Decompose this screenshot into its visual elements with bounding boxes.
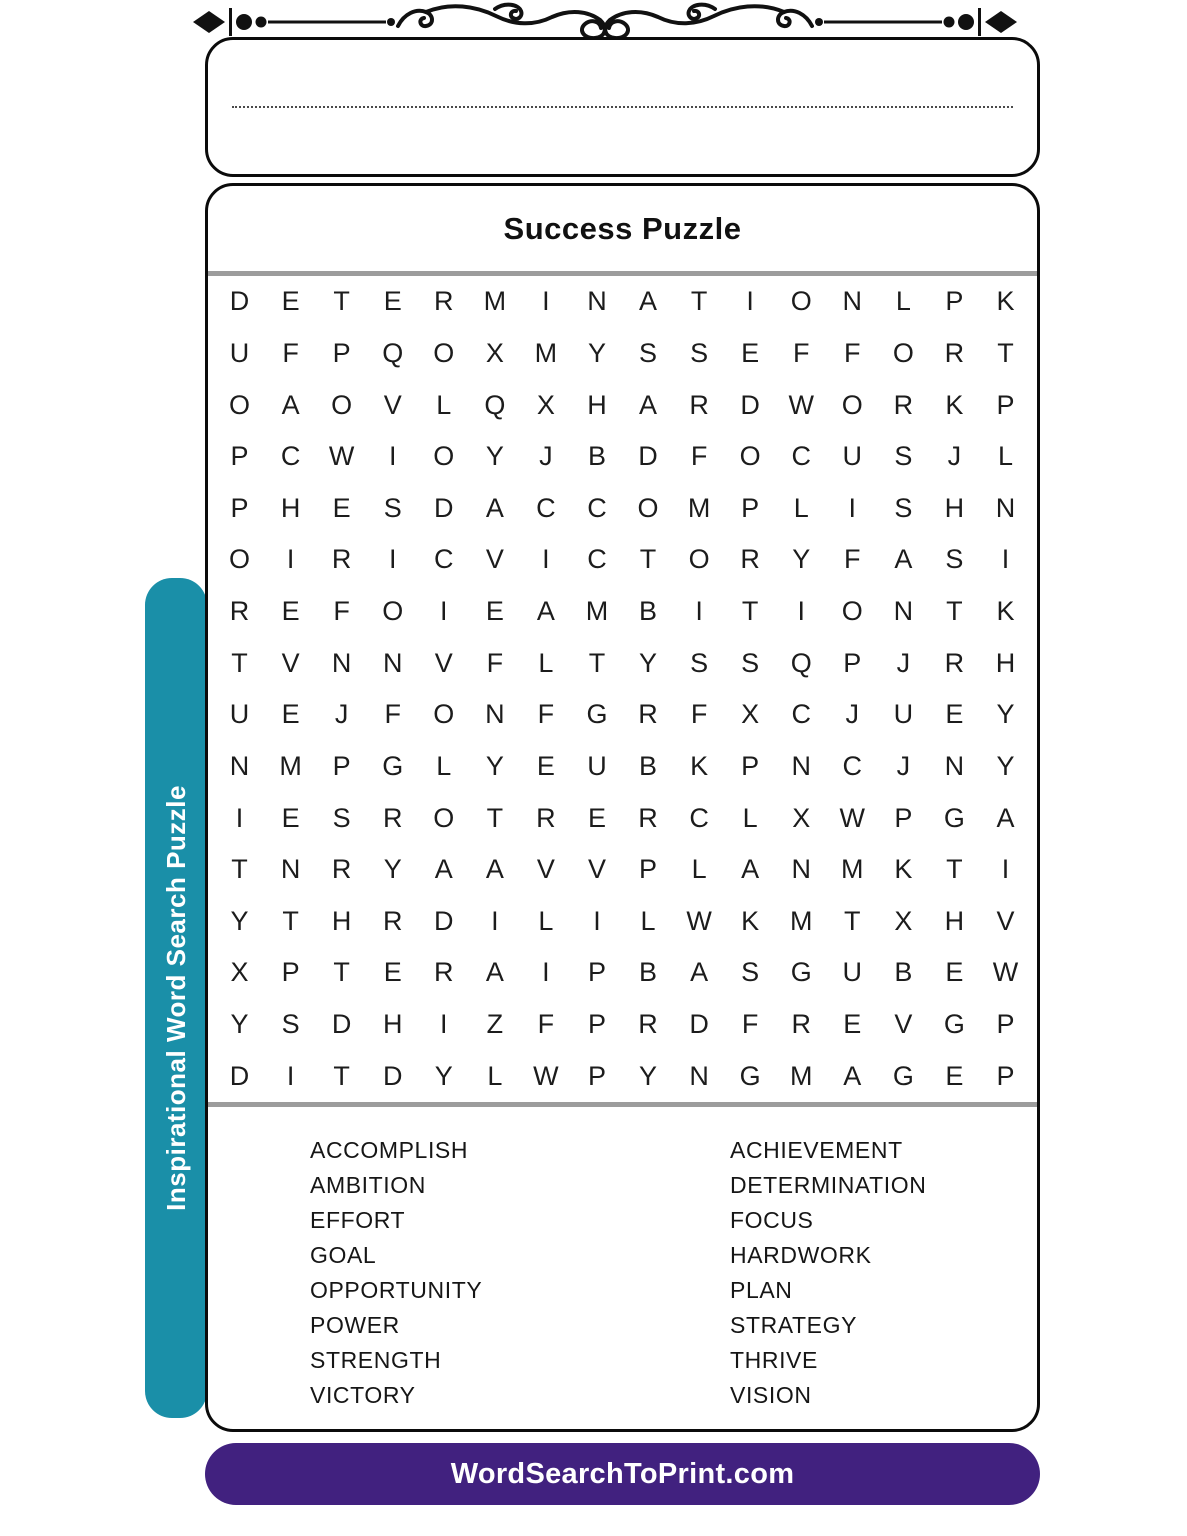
grid-letter: L — [487, 1060, 503, 1091]
grid-letter: J — [845, 699, 860, 730]
grid-letter: G — [943, 802, 965, 833]
grid-letter: A — [894, 544, 913, 575]
grid-letter: R — [740, 544, 760, 575]
grid-letter: P — [639, 854, 658, 885]
grid-letter: B — [639, 596, 658, 627]
grid-letter: O — [331, 389, 353, 420]
grid-letter: D — [434, 492, 454, 523]
grid-letter: F — [690, 699, 708, 730]
grid-letter: E — [843, 1009, 862, 1040]
grid-letter: T — [639, 544, 657, 575]
word-item: AMBITION — [310, 1172, 426, 1198]
grid-letter: V — [996, 905, 1015, 936]
grid-letter: A — [639, 389, 658, 420]
grid-letter: R — [893, 389, 914, 420]
grid-letter: V — [281, 647, 300, 678]
grid-letter: H — [944, 905, 965, 936]
grid-letter: B — [894, 957, 913, 988]
grid-letter: P — [945, 286, 964, 317]
grid-letter: T — [741, 596, 759, 627]
grid-letter: K — [741, 905, 760, 936]
grid-letter: J — [539, 441, 553, 472]
grid-letter: C — [587, 492, 607, 523]
grid-letter: J — [896, 750, 911, 781]
grid-letter: V — [536, 854, 555, 885]
grid-letter: H — [587, 389, 607, 420]
grid-letter: S — [945, 544, 964, 575]
grid-letter: G — [790, 957, 812, 988]
grid-letter: D — [740, 389, 760, 420]
grid-letter: R — [382, 905, 403, 936]
grid-letter: W — [328, 441, 355, 472]
grid-letter: T — [690, 286, 708, 317]
grid-letter: L — [538, 905, 554, 936]
grid-letter: I — [286, 544, 295, 575]
word-item: THRIVE — [730, 1347, 818, 1373]
grid-letter: F — [282, 337, 299, 368]
grid-letter: U — [842, 441, 863, 472]
grid-letter: X — [230, 957, 249, 988]
grid-letter: N — [893, 596, 914, 627]
grid-letter: E — [485, 596, 504, 627]
grid-letter: I — [746, 286, 754, 317]
word-item: ACHIEVEMENT — [730, 1137, 903, 1163]
grid-letter: F — [384, 699, 401, 730]
grid-letter: S — [281, 1009, 300, 1040]
grid-letter: N — [331, 647, 352, 678]
grid-letter: A — [485, 957, 504, 988]
grid-letter: V — [894, 1009, 913, 1040]
grid-letter: O — [688, 544, 710, 575]
grid-letter: F — [537, 699, 555, 730]
grid-letter: T — [946, 854, 963, 885]
grid-letter: E — [945, 957, 964, 988]
grid-letter: P — [230, 492, 249, 523]
grid-letter: F — [333, 596, 350, 627]
grid-letter: F — [792, 337, 810, 368]
word-column-left — [310, 1133, 730, 1429]
grid-letter: O — [892, 337, 914, 368]
grid-letter: N — [382, 647, 403, 678]
grid-letter: P — [587, 957, 606, 988]
grid-letter: W — [992, 957, 1019, 988]
word-item: POWER — [310, 1312, 400, 1338]
grid-letter: C — [434, 544, 454, 575]
grid-letter: L — [895, 286, 911, 317]
grid-letter: E — [281, 286, 300, 317]
grid-letter: R — [638, 802, 658, 833]
grid-letter: I — [848, 492, 857, 523]
grid-letter: I — [491, 905, 499, 936]
grid-letter: R — [229, 596, 250, 627]
grid-letter: T — [231, 647, 248, 678]
grid-letter: D — [638, 441, 658, 472]
grid-letter: F — [486, 647, 504, 678]
word-item: EFFORT — [310, 1207, 406, 1233]
grid-letter: A — [639, 286, 658, 317]
grid-letter: O — [229, 544, 251, 575]
puzzle-title: Success Puzzle — [503, 210, 742, 246]
grid-letter: T — [282, 905, 299, 936]
grid-letter: N — [944, 750, 965, 781]
grid-letter: S — [383, 492, 402, 523]
grid-letter: C — [587, 544, 607, 575]
grid-letter: R — [689, 389, 709, 420]
grid-letter: Q — [484, 389, 506, 420]
grid-letter: P — [996, 1060, 1015, 1091]
grid-letter: N — [791, 854, 811, 885]
grid-letter: Y — [587, 337, 606, 368]
grid-letter: K — [894, 854, 913, 885]
grid-letter: X — [792, 802, 811, 833]
grid-letter: P — [741, 750, 760, 781]
name-box — [205, 37, 1040, 177]
grid-letter: F — [537, 1009, 555, 1040]
grid-letter: W — [686, 905, 712, 936]
grid-letter: S — [741, 957, 760, 988]
grid-letter: S — [690, 647, 709, 678]
grid-letter: Y — [485, 750, 504, 781]
grid-letter: O — [433, 441, 455, 472]
grid-letter: K — [996, 596, 1015, 627]
grid-letter: A — [281, 389, 300, 420]
grid-letter: D — [382, 1060, 403, 1091]
grid-letter: T — [333, 1060, 350, 1091]
grid-letter: E — [741, 337, 760, 368]
grid-letter: R — [434, 286, 454, 317]
grid-letter: J — [947, 441, 962, 472]
grid-letter: L — [793, 492, 809, 523]
grid-letter: Y — [639, 1060, 658, 1091]
grid-letter: H — [382, 1009, 403, 1040]
grid-letter: L — [691, 854, 707, 885]
grid-letter: T — [486, 802, 504, 833]
grid-letter: E — [587, 802, 606, 833]
footer-banner — [205, 1443, 1040, 1505]
word-item: DETERMINATION — [730, 1172, 927, 1198]
grid-letter: U — [587, 750, 607, 781]
grid-letter: N — [995, 492, 1016, 523]
grid-letter: I — [286, 1060, 295, 1091]
grid-letter: Y — [230, 905, 249, 936]
grid-letter: V — [383, 389, 402, 420]
grid-letter: P — [996, 389, 1015, 420]
grid-letter: S — [741, 647, 760, 678]
grid-letter: R — [638, 699, 658, 730]
grid-letter: I — [593, 905, 601, 936]
word-item: OPPORTUNITY — [310, 1277, 483, 1303]
grid-letter: R — [791, 1009, 811, 1040]
grid-letter: S — [639, 337, 658, 368]
grid-letter: D — [434, 905, 454, 936]
grid-letter: I — [542, 544, 550, 575]
grid-letter: W — [839, 802, 866, 833]
grid-letter: O — [433, 699, 455, 730]
grid-letter: G — [586, 699, 608, 730]
grid-letter: G — [943, 1009, 965, 1040]
grid-letter: D — [229, 286, 250, 317]
grid-letter: U — [229, 699, 250, 730]
grid-letter: E — [945, 699, 964, 730]
word-list — [208, 1107, 1037, 1429]
grid-letter: D — [689, 1009, 709, 1040]
grid-letter: M — [483, 286, 507, 317]
grid-letter: F — [690, 441, 708, 472]
grid-letter: R — [331, 544, 352, 575]
grid-letter: E — [281, 596, 300, 627]
grid-letter: R — [638, 1009, 658, 1040]
word-item: FOCUS — [730, 1207, 814, 1233]
grid-letter: R — [434, 957, 454, 988]
grid-letter: O — [841, 596, 863, 627]
grid-letter: E — [281, 802, 300, 833]
grid-letter: L — [436, 389, 452, 420]
grid-letter: R — [944, 647, 965, 678]
grid-letter: N — [842, 286, 863, 317]
grid-letter: M — [789, 905, 813, 936]
word-item: GOAL — [310, 1242, 377, 1268]
name-write-line — [232, 106, 1013, 108]
grid-letter: U — [893, 699, 914, 730]
grid-letter: L — [436, 750, 452, 781]
word-column-right — [730, 1133, 926, 1429]
word-item: PLAN — [730, 1277, 793, 1303]
grid-letter: R — [382, 802, 403, 833]
grid-letter: I — [440, 1009, 448, 1040]
grid-letter: K — [996, 286, 1015, 317]
word-item: VISION — [730, 1382, 812, 1408]
grid-letter: O — [433, 337, 455, 368]
grid-letter: L — [640, 905, 656, 936]
grid-letter: S — [894, 441, 913, 472]
grid-letter: T — [231, 854, 248, 885]
grid-letter: I — [388, 441, 397, 472]
grid-letter: E — [332, 492, 351, 523]
word-item: VICTORY — [310, 1382, 416, 1408]
grid-letter: I — [440, 596, 448, 627]
grid-letter: T — [588, 647, 606, 678]
grid-letter: M — [279, 750, 302, 781]
grid-letter: Y — [230, 1009, 249, 1040]
flourish-divider-icon — [190, 2, 1020, 42]
grid-letter: P — [894, 802, 913, 833]
grid-letter: P — [843, 647, 862, 678]
grid-letter: C — [689, 802, 709, 833]
grid-letter: Y — [639, 647, 658, 678]
grid-letter: I — [542, 286, 550, 317]
grid-letter: T — [333, 957, 350, 988]
grid-letter: J — [896, 647, 911, 678]
grid-letter: V — [434, 647, 453, 678]
grid-letter: E — [383, 957, 402, 988]
grid-letter: W — [788, 389, 814, 420]
grid-letter: I — [235, 802, 244, 833]
grid-letter: Q — [790, 647, 812, 678]
grid-letter: T — [946, 596, 963, 627]
grid-letter: Y — [485, 441, 504, 472]
grid-letter: U — [229, 337, 250, 368]
grid-letter: I — [797, 596, 805, 627]
grid-letter: L — [997, 441, 1013, 472]
grid-letter: R — [944, 337, 965, 368]
grid-letter: D — [229, 1060, 250, 1091]
grid-letter: L — [538, 647, 554, 678]
grid-letter: E — [383, 286, 402, 317]
grid-letter: P — [587, 1060, 606, 1091]
grid-letter: S — [894, 492, 913, 523]
grid-letter: F — [844, 544, 861, 575]
word-item: STRENGTH — [310, 1347, 442, 1373]
grid-letter: A — [690, 957, 709, 988]
grid-letter: C — [791, 441, 811, 472]
sidebar-category-label: Inspirational Word Search Puzzle — [160, 785, 191, 1211]
grid-letter: N — [229, 750, 250, 781]
grid-letter: A — [843, 1060, 862, 1091]
grid-letter: N — [587, 286, 607, 317]
grid-letter: A — [741, 854, 760, 885]
grid-letter: D — [331, 1009, 352, 1040]
grid-letter: N — [689, 1060, 709, 1091]
grid-letter: N — [280, 854, 301, 885]
grid-letter: I — [1001, 544, 1010, 575]
grid-letter: P — [996, 1009, 1015, 1040]
grid-letter: B — [639, 750, 658, 781]
grid-letter: P — [587, 1009, 606, 1040]
grid-letter: B — [639, 957, 658, 988]
grid-letter: K — [690, 750, 709, 781]
grid-letter: S — [332, 802, 351, 833]
grid-letter: T — [333, 286, 350, 317]
grid-letter: O — [637, 492, 659, 523]
grid-letter: A — [485, 854, 504, 885]
grid-letter: Y — [996, 750, 1015, 781]
grid-letter: I — [388, 544, 397, 575]
grid-letter: O — [229, 389, 251, 420]
grid-letter: M — [534, 337, 558, 368]
grid-letter: I — [542, 957, 550, 988]
grid-letter: O — [841, 389, 863, 420]
grid-letter: A — [434, 854, 453, 885]
grid-letter: N — [485, 699, 505, 730]
grid-letter: E — [536, 750, 555, 781]
grid-letter: P — [230, 441, 249, 472]
puzzle-box — [205, 183, 1040, 1432]
grid-letter: A — [485, 492, 504, 523]
sidebar-category-tab — [145, 578, 207, 1418]
grid-letter: Y — [383, 854, 402, 885]
grid-letter: U — [842, 957, 863, 988]
grid-letter: G — [739, 1060, 761, 1091]
grid-letter: M — [687, 492, 711, 523]
grid-letter: J — [334, 699, 349, 730]
grid-letter: H — [280, 492, 301, 523]
grid-letter: O — [790, 286, 812, 317]
grid-letter: X — [741, 699, 760, 730]
grid-letter: T — [844, 905, 861, 936]
grid-letter: H — [944, 492, 965, 523]
grid-letter: R — [331, 854, 352, 885]
grid-letter: G — [382, 750, 404, 781]
grid-letter: C — [280, 441, 301, 472]
grid-letter: Y — [434, 1060, 453, 1091]
word-item: HARDWORK — [730, 1242, 872, 1268]
grid-letter: X — [485, 337, 504, 368]
grid-letter: T — [997, 337, 1014, 368]
grid-letter: C — [791, 699, 811, 730]
grid-letter: Q — [382, 337, 404, 368]
grid-letter: O — [739, 441, 761, 472]
word-item: ACCOMPLISH — [310, 1137, 469, 1163]
grid-letter: L — [742, 802, 758, 833]
grid-letter: P — [281, 957, 300, 988]
grid-letter: W — [533, 1060, 559, 1091]
grid-letter: Y — [996, 699, 1015, 730]
letter-grid — [208, 276, 1037, 1102]
grid-letter: A — [536, 596, 555, 627]
grid-letter: A — [996, 802, 1015, 833]
grid-letter: X — [536, 389, 555, 420]
grid-letter: B — [587, 441, 606, 472]
grid-letter: S — [690, 337, 709, 368]
grid-letter: K — [945, 389, 964, 420]
grid-letter: V — [485, 544, 504, 575]
grid-letter: E — [281, 699, 300, 730]
grid-letter: H — [331, 905, 352, 936]
grid-letter: X — [894, 905, 913, 936]
grid-letter: F — [741, 1009, 759, 1040]
grid-letter: V — [587, 854, 606, 885]
grid-letter: N — [791, 750, 811, 781]
grid-letter: P — [332, 750, 351, 781]
grid-letter: M — [841, 854, 864, 885]
grid-letter: H — [995, 647, 1016, 678]
grid-letter: O — [433, 802, 455, 833]
grid-letter: F — [844, 337, 861, 368]
grid-letter: O — [382, 596, 404, 627]
grid-letter: M — [789, 1060, 813, 1091]
grid-letter: R — [536, 802, 556, 833]
footer-site-label: WordSearchToPrint.com — [450, 1457, 795, 1490]
grid-letter: G — [892, 1060, 914, 1091]
grid-letter: Y — [792, 544, 811, 575]
grid-letter: Z — [486, 1009, 504, 1040]
grid-letter: M — [585, 596, 609, 627]
grid-letter: I — [695, 596, 703, 627]
word-item: STRATEGY — [730, 1312, 858, 1338]
grid-letter: C — [842, 750, 863, 781]
grid-letter: I — [1001, 854, 1010, 885]
grid-letter: E — [945, 1060, 964, 1091]
grid-letter: P — [741, 492, 760, 523]
grid-letter: P — [332, 337, 351, 368]
grid-letter: C — [536, 492, 556, 523]
